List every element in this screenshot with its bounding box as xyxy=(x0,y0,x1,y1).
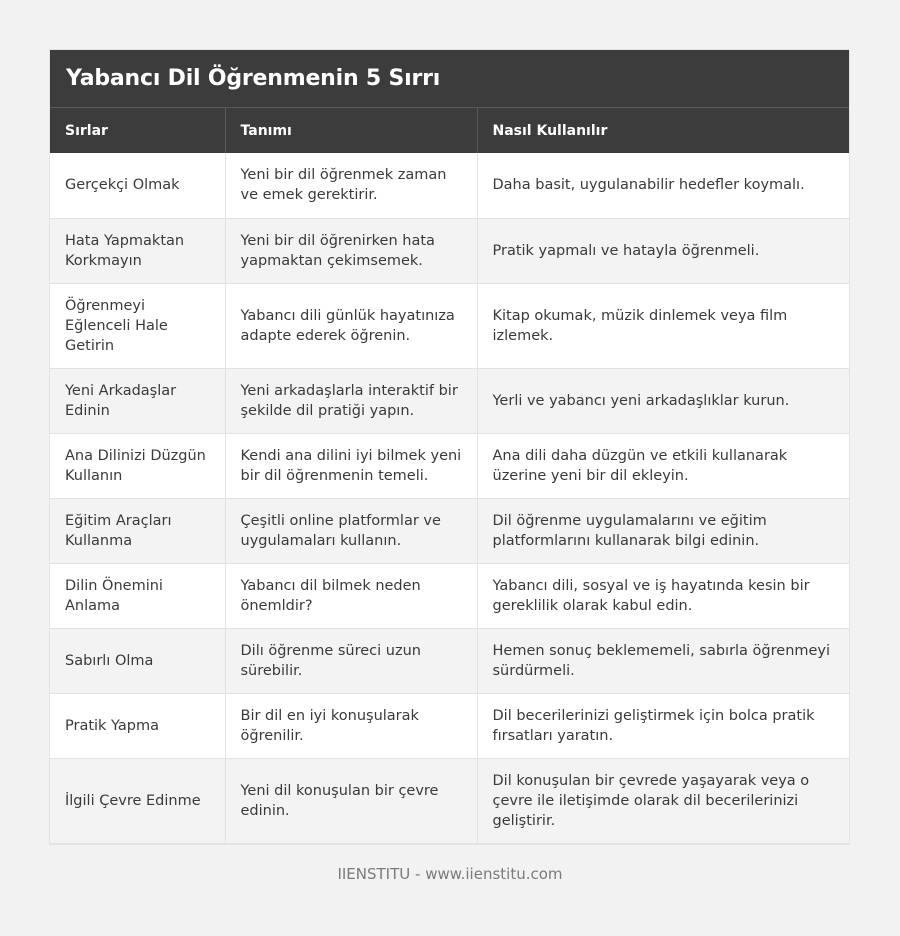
cell-definition: Yeni bir dil öğrenmek zaman ve emek gerektirir. xyxy=(225,153,477,218)
table-row xyxy=(50,563,849,628)
cell-usage: Dil becerilerinizi geliştirmek için bolca pratik fırsatları yaratın. xyxy=(477,693,849,758)
cell-definition: Yeni arkadaşlarla interaktif bir şekilde dil pratiği yapın. xyxy=(225,368,477,433)
cell-usage: Pratik yapmalı ve hatayla öğrenmeli. xyxy=(477,218,849,283)
table-row xyxy=(50,433,849,498)
cell-secret: Dilin Önemini Anlama xyxy=(50,563,225,628)
column-header-usage: Nasıl Kullanılır xyxy=(477,108,849,153)
cell-usage: Dil öğrenme uygulamalarını ve eğitim platformlarını kullanarak bilgi edinin. xyxy=(477,498,849,563)
table-header-row xyxy=(50,108,849,153)
table-row xyxy=(50,628,849,693)
cell-usage: Dil konuşulan bir çevrede yaşayarak veya o çevre ile iletişimde olarak dil becerilerinizi geliştirir. xyxy=(477,758,849,843)
cell-definition: Bir dil en iyi konuşularak öğrenilir. xyxy=(225,693,477,758)
table-row xyxy=(50,368,849,433)
table-row xyxy=(50,498,849,563)
cell-usage: Hemen sonuç beklememeli, sabırla öğrenmeyi sürdürmeli. xyxy=(477,628,849,693)
cell-secret: Pratik Yapma xyxy=(50,693,225,758)
table-row xyxy=(50,218,849,283)
table-row xyxy=(50,693,849,758)
table-row xyxy=(50,283,849,368)
cell-definition: Kendi ana dilini iyi bilmek yeni bir dil öğrenmenin temeli. xyxy=(225,433,477,498)
cell-secret: Sabırlı Olma xyxy=(50,628,225,693)
page-title: Yabancı Dil Öğrenmenin 5 Sırrı xyxy=(66,66,441,91)
table-row xyxy=(50,153,849,218)
cell-secret: İlgili Çevre Edinme xyxy=(50,758,225,843)
cell-usage: Yabancı dili, sosyal ve iş hayatında kesin bir gereklilik olarak kabul edin. xyxy=(477,563,849,628)
cell-secret: Yeni Arkadaşlar Edinin xyxy=(50,368,225,433)
cell-usage: Yerli ve yabancı yeni arkadaşlıklar kurun. xyxy=(477,368,849,433)
cell-secret: Eğitim Araçları Kullanma xyxy=(50,498,225,563)
cell-usage: Daha basit, uygulanabilir hedefler koymalı. xyxy=(477,153,849,218)
cell-secret: Gerçekçi Olmak xyxy=(50,153,225,218)
cell-secret: Öğrenmeyi Eğlenceli Hale Getirin xyxy=(50,283,225,368)
cell-secret: Ana Dilinizi Düzgün Kullanın xyxy=(50,433,225,498)
cell-definition: Yeni dil konuşulan bir çevre edinin. xyxy=(225,758,477,843)
secrets-table xyxy=(50,108,849,844)
cell-definition: Yabancı dil bilmek neden önemldir? xyxy=(225,563,477,628)
cell-definition: Yabancı dili günlük hayatınıza adapte ederek öğrenin. xyxy=(225,283,477,368)
cell-usage: Kitap okumak, müzik dinlemek veya film izlemek. xyxy=(477,283,849,368)
footer-credit: IIENSTITU - www.iienstitu.com xyxy=(337,865,563,883)
table-card xyxy=(50,50,849,844)
column-header-secrets: Sırlar xyxy=(50,108,225,153)
title-bar xyxy=(50,50,849,108)
cell-usage: Ana dili daha düzgün ve etkili kullanarak üzerine yeni bir dil ekleyin. xyxy=(477,433,849,498)
cell-definition: Yeni bir dil öğrenirken hata yapmaktan çekimsemek. xyxy=(225,218,477,283)
cell-definition: Çeşitli online platformlar ve uygulamaları kullanın. xyxy=(225,498,477,563)
table-row xyxy=(50,758,849,843)
cell-secret: Hata Yapmaktan Korkmayın xyxy=(50,218,225,283)
cell-definition: Dilı öğrenme süreci uzun sürebilir. xyxy=(225,628,477,693)
column-header-definition: Tanımı xyxy=(225,108,477,153)
